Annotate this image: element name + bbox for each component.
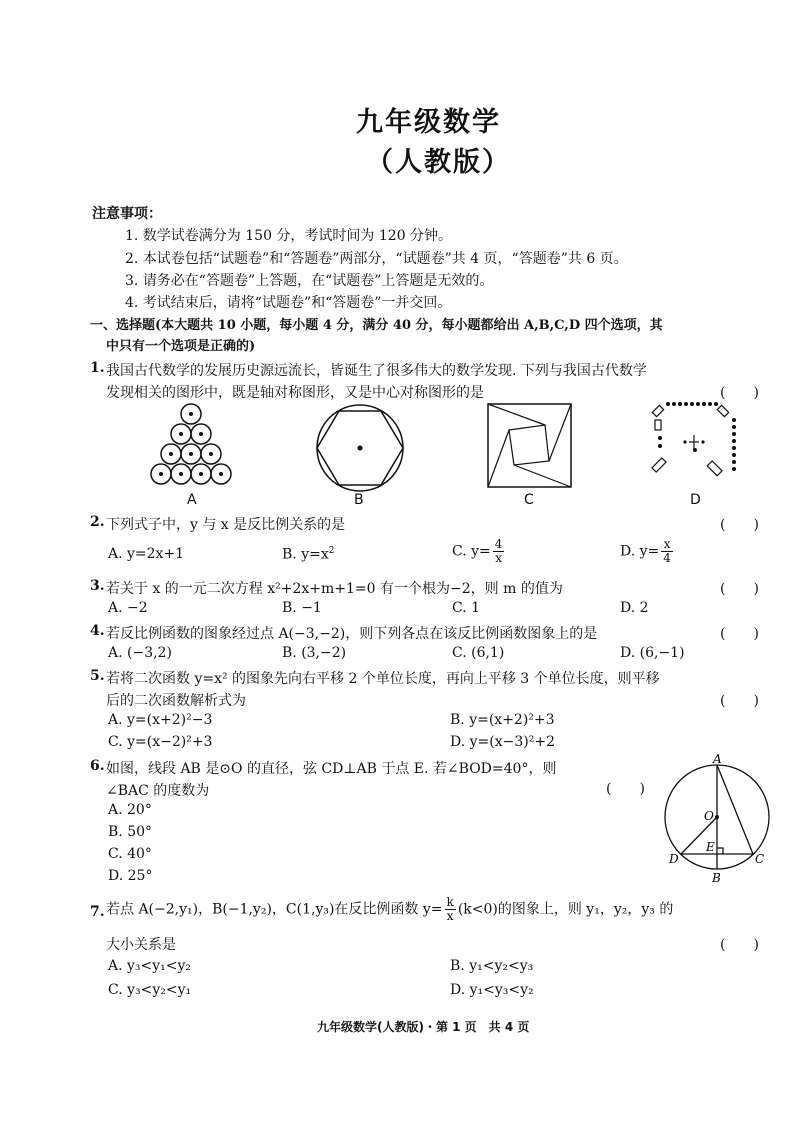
q1-text: 我国古代数学的发展历史源远流长，皆诞生了很多伟大的数学发现. 下列与我国古代数学 bbox=[106, 363, 647, 379]
q4-option-c: C. (6,1) bbox=[452, 645, 505, 661]
q5-number: 5. bbox=[90, 668, 105, 684]
q6-option-d: D. 25° bbox=[108, 868, 153, 884]
q6-option-a: A. 20° bbox=[108, 802, 152, 818]
q5-option-a: A. y=(x+2)²−3 bbox=[108, 712, 213, 728]
section-heading-cont: 中只有一个选项是正确的) bbox=[106, 339, 256, 354]
q1-text-cont: 发现相关的图形中，既是轴对称图形，又是中心对称图形的是 bbox=[106, 385, 484, 401]
q7-answer-paren: ( ) bbox=[720, 937, 759, 953]
q1-number: 1. bbox=[90, 360, 105, 376]
q5-text: 若将二次函数 y=x² 的图象先向右平移 2 个单位长度，再向上平移 3 个单位长度，则平移 bbox=[106, 671, 660, 687]
q6-circle-figure bbox=[660, 752, 775, 885]
q6-number: 6. bbox=[90, 758, 105, 774]
q7-text: 若点 A(−2,y₁)，B(−1,y₂)，C(1,y₃)在反比例函数 y= $\frac{k}{x}$ (k<0)的图象上，则 y₁，y₂，y₃ 的 bbox=[106, 895, 674, 923]
q3-number: 3. bbox=[90, 578, 105, 594]
q6-label-d: D bbox=[669, 852, 679, 866]
notice-item-4: 4. 考试结束后，请将“试题卷”和“答题卷”一并交回。 bbox=[125, 295, 452, 311]
q5-answer-paren: ( ) bbox=[720, 693, 759, 709]
q1-figure-d bbox=[643, 400, 743, 490]
q4-option-d: D. (6,−1) bbox=[620, 645, 685, 661]
q2-option-d: D. y= $\frac{x}{4}$ bbox=[620, 537, 671, 565]
q2-number: 2. bbox=[90, 514, 105, 530]
q6-text: 如图，线段 AB 是⊙O 的直径，弦 CD⊥AB 于点 E. 若∠BOD=40°，则 bbox=[106, 761, 557, 777]
q3-option-c: C. 1 bbox=[452, 600, 481, 616]
q7-option-d: D. y₁<y₃<y₂ bbox=[450, 982, 534, 998]
section-heading: 一、选择题(本大题共 10 小题，每小题 4 分，满分 40 分，每小题都给出 A,B,C,D 四个选项，其 bbox=[90, 318, 663, 333]
q6-label-o: O bbox=[704, 809, 714, 823]
q5-option-c: C. y=(x−2)²+3 bbox=[108, 734, 213, 750]
page-subtitle: （人教版） bbox=[366, 147, 511, 178]
q4-number: 4. bbox=[90, 623, 105, 639]
page-footer: 九年级数学(人教版)・第 1 页 共 4 页 bbox=[317, 1020, 530, 1034]
notice-item-2: 2. 本试卷包括“试题卷”和“答题卷”两部分，“试题卷”共 4 页，“答题卷”共 6 页。 bbox=[125, 251, 628, 267]
q2-option-c: C. y= $\frac{4}{x}$ bbox=[452, 537, 503, 565]
q2-option-b: B. $y=x^2$ bbox=[282, 546, 335, 563]
q3-option-d: D. 2 bbox=[620, 600, 649, 616]
notice-item-3: 3. 请务必在“答题卷”上答题，在“试题卷”上答题是无效的。 bbox=[125, 273, 494, 289]
page-title: 九年级数学 bbox=[356, 107, 501, 138]
q1-figure-c bbox=[487, 403, 572, 488]
notice-heading: 注意事项： bbox=[92, 206, 162, 222]
q1-label-a: A bbox=[187, 492, 197, 508]
q6-label-b: B bbox=[712, 871, 721, 885]
q7-option-c: C. y₃<y₂<y₁ bbox=[108, 982, 192, 998]
q3-answer-paren: ( ) bbox=[720, 581, 759, 597]
q6-text-cont: ∠BAC 的度数为 bbox=[106, 783, 210, 799]
q3-text: 若关于 x 的一元二次方程 x²+2x+m+1=0 有一个根为−2，则 m 的值为 bbox=[106, 581, 563, 597]
q6-label-e: E bbox=[706, 840, 715, 854]
q4-answer-paren: ( ) bbox=[720, 626, 759, 642]
q2-text: 下列式子中，y 与 x 是反比例关系的是 bbox=[106, 517, 346, 533]
q1-label-b: B bbox=[354, 492, 364, 508]
q6-option-c: C. 40° bbox=[108, 846, 152, 862]
q5-option-d: D. y=(x−3)²+2 bbox=[450, 734, 555, 750]
q7-number: 7. bbox=[90, 904, 105, 920]
q1-answer-paren: ( ) bbox=[720, 385, 759, 401]
q6-option-b: B. 50° bbox=[108, 824, 153, 840]
q7-option-b: B. y₁<y₂<y₃ bbox=[450, 958, 534, 974]
q4-option-a: A. (−3,2) bbox=[108, 645, 172, 661]
q6-label-a: A bbox=[713, 752, 722, 766]
q2-answer-paren: ( ) bbox=[720, 517, 759, 533]
q7-option-a: A. y₃<y₁<y₂ bbox=[108, 958, 192, 974]
q5-text-cont: 后的二次函数解析式为 bbox=[106, 693, 246, 709]
q3-option-b: B. −1 bbox=[282, 600, 322, 616]
q1-label-d: D bbox=[690, 492, 701, 508]
q7-text-cont: 大小关系是 bbox=[106, 937, 176, 953]
q5-option-b: B. y=(x+2)²+3 bbox=[450, 712, 555, 728]
q4-text: 若反比例函数的图象经过点 A(−3,−2)，则下列各点在该反比例函数图象上的是 bbox=[106, 626, 598, 642]
q1-figure-b bbox=[315, 403, 405, 493]
q2-option-a: A. y=2x+1 bbox=[108, 546, 185, 562]
q3-option-a: A. −2 bbox=[108, 600, 148, 616]
q1-label-c: C bbox=[524, 492, 534, 508]
q1-figure-a bbox=[140, 400, 250, 495]
q6-answer-paren: ( ) bbox=[606, 781, 645, 797]
notice-item-1: 1. 数学试卷满分为 150 分，考试时间为 120 分钟。 bbox=[125, 228, 453, 244]
q4-option-b: B. (3,−2) bbox=[282, 645, 347, 661]
q6-label-c: C bbox=[755, 852, 765, 866]
